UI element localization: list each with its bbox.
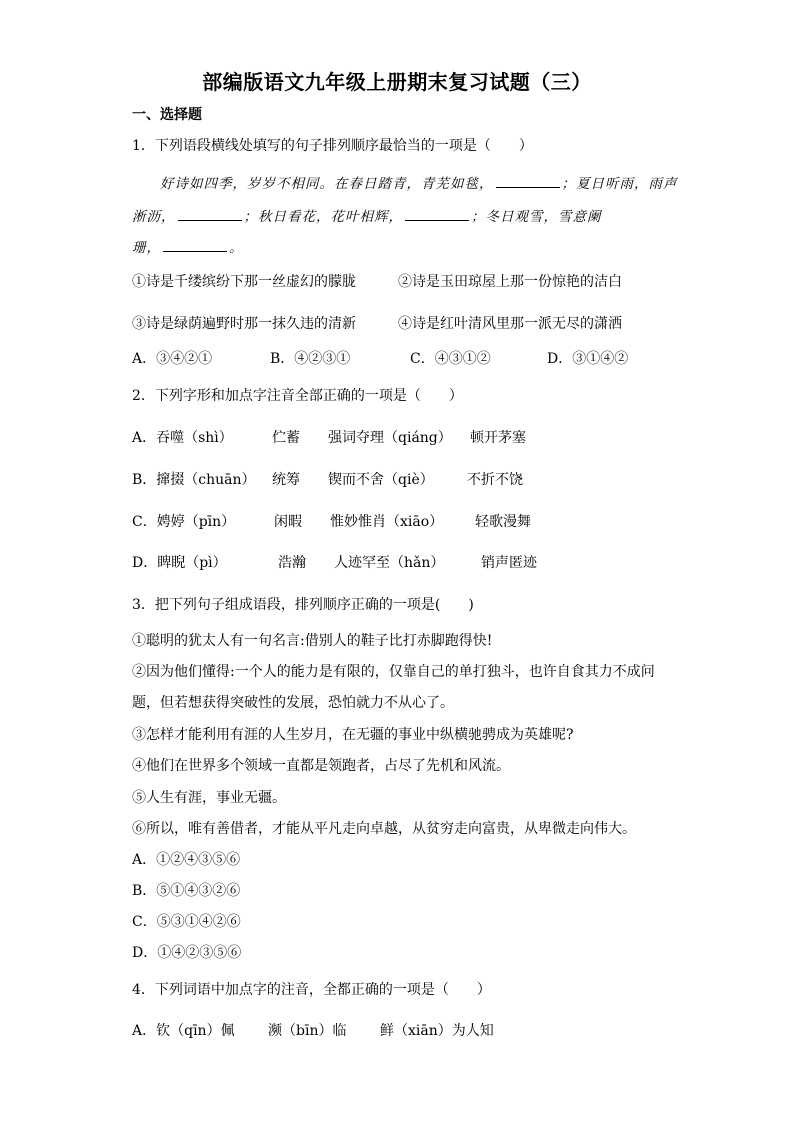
- q1-choice-b: B．④②③①: [270, 351, 351, 367]
- section-heading: 一、选择题: [132, 107, 202, 123]
- q1-blank-1: [496, 175, 560, 188]
- q1-option-1: ①诗是千缕缤纷下那一丝虚幻的朦胧: [132, 274, 356, 290]
- q3-sentence: ⑤人生有涯，事业无疆。: [132, 790, 286, 806]
- q1-blank-2: [178, 208, 242, 221]
- q3-choice-a: A．①②④③⑤⑥: [132, 852, 241, 868]
- q1-option-3: ③诗是绿荫遍野时那一抹久违的清新: [132, 316, 356, 332]
- page-title: 部编版语文九年级上册期末复习试题（三）: [202, 70, 592, 94]
- q1-choice-a: A．③④②①: [132, 351, 213, 367]
- q4-stem: 4．下列词语中加点字的注音，全都正确的一项是（ ）: [132, 982, 491, 998]
- q1-choice-d: D．③①④②: [547, 351, 629, 367]
- q3-sentence: ③怎样才能利用有涯的人生岁月，在无疆的事业中纵横驰骋成为英雄呢?: [132, 727, 574, 743]
- q3-sentence: ②因为他们懂得:一个人的能力是有限的，仅靠自己的单打独斗，也许自食其力不成问: [132, 664, 655, 680]
- q3-choice-d: D．①④②③⑤⑥: [132, 945, 242, 961]
- q1-option-2: ②诗是玉田琼屋上那一份惊艳的洁白: [398, 274, 622, 290]
- q3-sentence: ⑥所以，唯有善借者，才能从平凡走向卓越，从贫穷走向富贵，从卑微走向伟大。: [132, 821, 636, 837]
- q3-sentence: 题，但若想获得突破性的发展，恐怕就力不从心了。: [132, 695, 454, 711]
- q3-choice-b: B．⑤①④③②⑥: [132, 883, 241, 899]
- q3-sentence: ①聪明的犹太人有一句名言:借别人的鞋子比打赤脚跑得快!: [132, 633, 493, 649]
- q1-passage-line-2: 淅沥， ；秋日看花，花叶相辉， ；冬日观雪，雪意阑: [132, 209, 602, 225]
- q1-choice-c: C．④③①②: [410, 351, 491, 367]
- q1-blank-3: [405, 208, 469, 221]
- q3-choice-c: C．⑤③①④②⑥: [132, 914, 241, 930]
- q3-sentence: ④他们在世界多个领域一直都是领跑者，占尽了先机和风流。: [132, 758, 510, 774]
- q1-blank-4: [163, 239, 227, 252]
- exam-page: 部编版语文九年级上册期末复习试题（三） 一、选择题 1．下列语段横线处填写的句子排列顺序最恰当的一项是（ ） 好诗如四季，岁岁不相同。在春日踏青，青芜如毯， ；夏日听雨，雨声 淅沥， ；秋日看花，花叶相辉， ；冬日观雪，雪意阑 珊， 。 ①诗是千缕缤纷下那一丝虚幻的朦胧 ②诗是玉田琼屋上那一份惊艳的洁白 ③诗是绿荫遍野时那一抹久违的清新 ④诗是红叶清风里那一派无尽的潇洒 A．③④②① B．④②③① C．④③①② D．③①④② 2．下列字形和加点字注音全部正确的一项是（ ） A．吞噬（shì） 伫蓄 强词夺理（qiáng） 顿开茅塞 B．撺掇（chuān） 统筹 锲而不舍（qiè） 不折不饶 C．娉婷（pīn） 闲暇 惟妙惟肖（xiāo） 轻歌漫舞 D．睥睨（pì） 浩瀚 人迹罕至（hǎn） 销声匿迹 3．把下列句子组成语段，排列顺序正确的一项是( ) ①聪明的犹太人有一句名言:借别人的鞋子比打赤脚跑得快! ②因为他们懂得:一个人的能力是有限的，仅靠自己的单打独斗，也许自食其力不成问 题，但若想获得突破性的发展，恐怕就力不从心了。 ③怎样才能利用有涯的人生岁月，在无疆的事业中纵横驰骋成为英雄呢? ④他们在世界多个领域一直都是领跑者，占尽了先机和风流。 ⑤人生有涯，事业无疆。 ⑥所以，唯有善借者，才能从平凡走向卓越，从贫穷走向富贵，从卑微走向伟大。 A．①②④③⑤⑥ B．⑤①④③②⑥ C．⑤③①④②⑥ D．①④②③⑤⑥ 4．下列词语中加点字的注音，全都正确的一项是（ ） A．钦（qīn）佩 濒（bīn）临 鲜（xiān）为人知: [0, 0, 794, 1123]
- q2-stem: 2．下列字形和加点字注音全部正确的一项是（ ）: [132, 388, 463, 404]
- q1-passage-line-1: 好诗如四季，岁岁不相同。在春日踏青，青芜如毯， ；夏日听雨，雨声: [160, 176, 678, 192]
- q1-passage-line-3: 珊， 。: [132, 240, 244, 256]
- q1-stem: 1．下列语段横线处填写的句子排列顺序最恰当的一项是（ ）: [132, 138, 533, 154]
- q3-stem: 3．把下列句子组成语段，排列顺序正确的一项是( ): [132, 597, 474, 613]
- q1-option-4: ④诗是红叶清风里那一派无尽的潇洒: [398, 316, 622, 332]
